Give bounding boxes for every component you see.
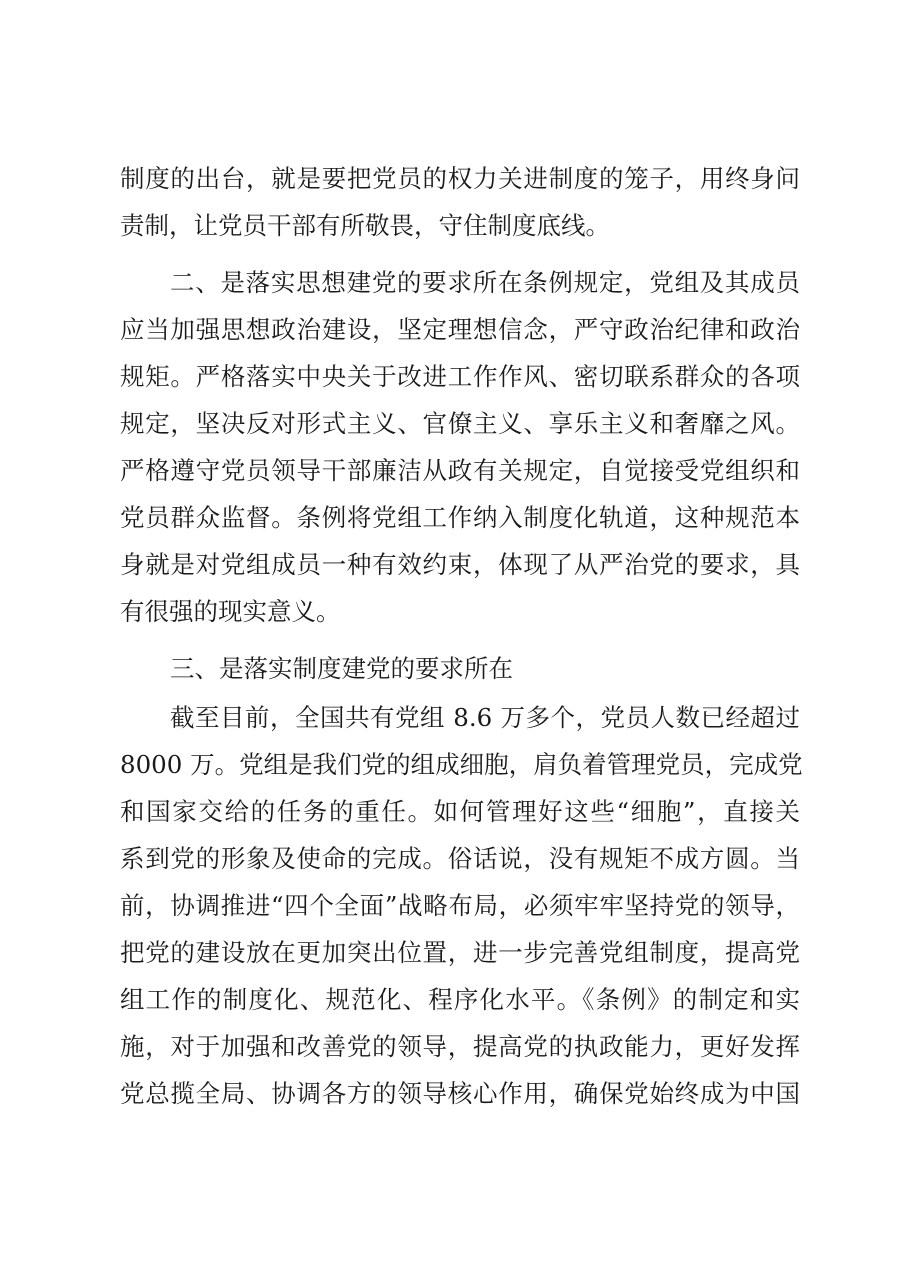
text-line-1: 制度的出台，就是要把党员的权力关进制度的笼子，用终身问 <box>120 164 800 193</box>
text-line-5: 规矩。严格落实中央关于改进工作作风、密切联系群众的各项 <box>120 362 800 391</box>
text-line-14: 和国家交给的任务的重任。如何管理好这些“细胞”，直接关 <box>120 797 800 826</box>
text-line-12: 截至目前，全国共有党组 8.6 万多个，党员人数已经超过 <box>170 703 800 732</box>
text-line-18: 组工作的制度化、规范化、程序化水平。《条例》的制定和实 <box>120 985 800 1014</box>
text-line-15: 系到党的形象及使命的完成。俗话说，没有规矩不成方圆。当 <box>120 844 800 873</box>
text-line-4: 应当加强思想政治建设，坚定理想信念，严守政治纪律和政治 <box>120 315 800 344</box>
section-two-heading-line: 二、是落实思想建党的要求所在条例规定，党组及其成员 <box>170 268 800 297</box>
text-line-16: 前，协调推进“四个全面”战略布局，必须牢牢坚持党的领导， <box>120 891 800 920</box>
text-line-7: 严格遵守党员领导干部廉洁从政有关规定，自觉接受党组织和 <box>120 456 800 485</box>
text-line-17: 把党的建设放在更加突出位置，进一步完善党组制度，提高党 <box>120 938 800 967</box>
text-line-6: 规定，坚决反对形式主义、官僚主义、享乐主义和奢靡之风。 <box>120 409 800 438</box>
text-line-20: 党总揽全局、协调各方的领导核心作用，确保党始终成为中国 <box>120 1079 800 1108</box>
text-line-9: 身就是对党组成员一种有效约束，体现了从严治党的要求，具 <box>120 550 800 579</box>
text-line-2: 责制，让党员干部有所敬畏，守住制度底线。 <box>120 211 610 240</box>
text-line-13: 8000 万。党组是我们党的组成细胞，肩负着管理党员，完成党 <box>120 750 803 779</box>
text-line-19: 施，对于加强和改善党的领导，提高党的执政能力，更好发挥 <box>120 1032 800 1061</box>
text-line-10: 有很强的现实意义。 <box>120 597 341 626</box>
text-line-8: 党员群众监督。条例将党组工作纳入制度化轨道，这种规范本 <box>120 503 800 532</box>
section-three-heading: 三、是落实制度建党的要求所在 <box>170 654 513 683</box>
